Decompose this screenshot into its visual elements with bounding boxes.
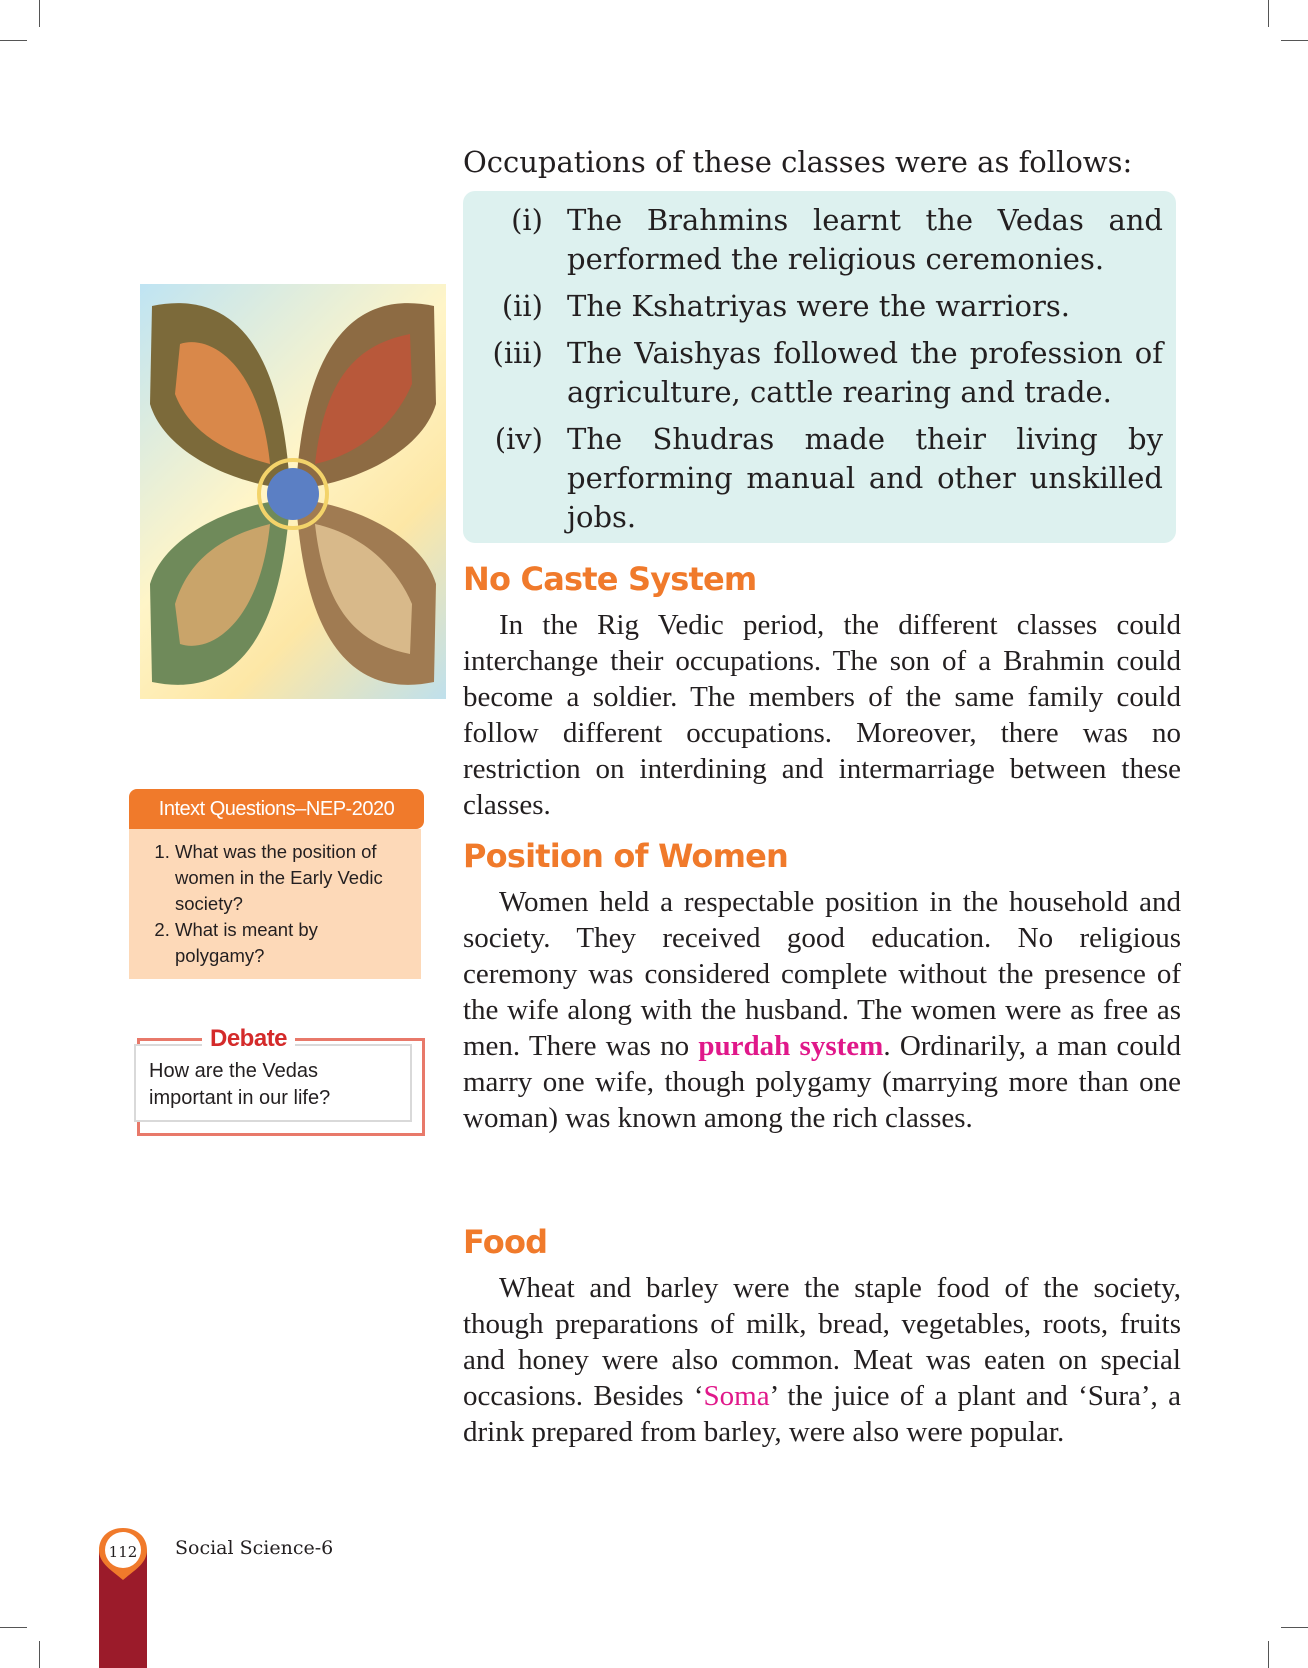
crop-mark bbox=[0, 40, 27, 41]
women-heading: Position of Women bbox=[463, 837, 789, 875]
purdah-highlight: purdah system bbox=[698, 1030, 884, 1062]
book-title: Social Science-6 bbox=[175, 1537, 334, 1559]
crop-mark bbox=[1281, 40, 1308, 41]
item-number: (i) bbox=[511, 203, 543, 237]
crop-mark bbox=[39, 1641, 40, 1668]
debate-title: Debate bbox=[202, 1022, 295, 1056]
food-heading: Food bbox=[463, 1223, 548, 1261]
four-classes-illustration bbox=[140, 284, 446, 699]
crop-mark bbox=[39, 0, 40, 27]
list-item bbox=[463, 420, 1163, 537]
food-text-start: Wheat and barley were the staple food of the society, though preparations of milk, bread, vegetables, roots, fruits and honey were also common. Meat was eaten on special occasions. Besides ‘ bbox=[463, 1272, 1181, 1412]
item-number: (iii) bbox=[492, 336, 543, 370]
item-number: (iv) bbox=[494, 422, 543, 456]
occupations-intro: Occupations of these classes were as follows: bbox=[463, 145, 1133, 179]
item-text: The Shudras made their living by performing manual and other unskilled jobs. bbox=[567, 422, 1163, 534]
intext-questions-box bbox=[129, 829, 421, 979]
item-text: The Vaishyas followed the profession of agriculture, cattle rearing and trade. bbox=[567, 336, 1163, 409]
women-text-start: Women held a respectable position in the household and society. They received good education. No religious ceremony was considered complete without the presence of the wife along with the husband. The women were as free as men. There was no bbox=[463, 886, 1181, 1062]
soma-highlight: Soma bbox=[703, 1380, 770, 1412]
crop-mark bbox=[1268, 0, 1269, 27]
list-item bbox=[463, 201, 1163, 279]
list-item bbox=[463, 287, 1163, 326]
list-item: 2. What is meant by polygamy? bbox=[175, 917, 411, 969]
item-text: The Kshatriyas were the warriors. bbox=[567, 289, 1070, 323]
crop-mark bbox=[1281, 1627, 1308, 1628]
caste-paragraph: In the Rig Vedic period, the different classes could interchange their occupations. The son of a Brahmin could become a soldier. The members of the same family could follow different occupations. Moreover, there was no restriction on interdining and intermarriage between these classes. bbox=[463, 609, 1181, 821]
debate-question: How are the Vedas important in our life? bbox=[149, 1060, 331, 1109]
occupations-box bbox=[463, 191, 1176, 543]
caste-heading: No Caste System bbox=[463, 560, 757, 598]
food-text-end: ’ the juice of a plant and ‘Sura’, a drink prepared from barley, were also were popular. bbox=[463, 1380, 1181, 1448]
women-text-end: . Ordinarily, a man could marry one wife, though polygamy (marrying more than one woman) was known among the rich classes. bbox=[463, 1030, 1181, 1134]
page-number: 112 bbox=[108, 1543, 138, 1561]
crop-mark bbox=[1268, 1641, 1269, 1668]
women-paragraph bbox=[463, 884, 1181, 1136]
crop-mark bbox=[0, 1627, 27, 1628]
deity-figure bbox=[267, 468, 319, 520]
occupations-list bbox=[463, 201, 1163, 545]
list-item bbox=[463, 334, 1163, 412]
illustration-art bbox=[140, 284, 446, 699]
item-number: (ii) bbox=[501, 289, 543, 323]
list-item: 1. What was the position of women in the Early Vedic society? bbox=[175, 839, 411, 917]
intext-questions-title: Intext Questions–NEP-2020 bbox=[129, 789, 424, 829]
food-paragraph bbox=[463, 1270, 1181, 1450]
intext-questions-list bbox=[129, 829, 421, 969]
item-text: The Brahmins learnt the Vedas and performed the religious ceremonies. bbox=[567, 203, 1163, 276]
